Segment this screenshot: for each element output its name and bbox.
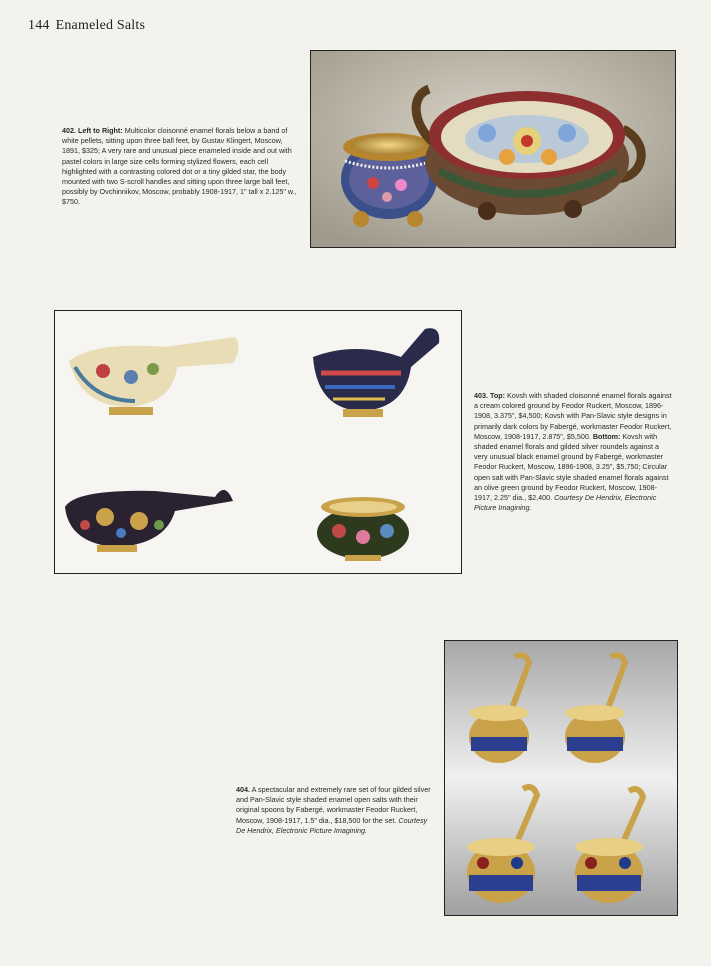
photo-403-image (55, 311, 461, 573)
caption-403-credit: Courtesy De Hendrix, Electronic Picture Imagining. (474, 493, 657, 513)
caption-403-text: Kovsh with shaded cloisonné enamel florals against a cream colored ground by Feodor Ruckert, Moscow, 1896-1908, 3.375", $4,500; Kovsh with Pan-Slavic style designs in primarily dark colors by Fabergé, workmaster Feodor Ruckert, Moscow, 1908-1917, 2.875", $5,500. (474, 391, 672, 441)
caption-404 (236, 785, 436, 836)
caption-402-text: Multicolor cloisonné enamel florals below a band of white pellets, sitting upon three ball feet, by Gustav Klingert, Moscow, 1891, $325; A very rare and unusual piece enameled inside and out with pastel colors in large size cells forming stylized flowers, each cell highlighted with a contrasting colored dot or a tiny gilded star, the body mounted with two S-scroll handles and sitting upon three large ball feet, possibly by Ovchinnikov, Moscow, probably 1908-1917, 1" tall x 2.125" w., $750. (62, 126, 297, 207)
circular-open-salt-olive (317, 497, 409, 561)
page-header (28, 18, 145, 34)
caption-403-lead: 403. Top: (474, 391, 506, 400)
photo-402-image (311, 51, 675, 247)
caption-403-text-bottom: Kovsh with shaded enamel florals and gilded silver roundels against a very unusual black enamel ground by Fabergé, workmaster Feodor Ruckert, Moscow, 1896-1908, 3.25", $5,750; Circular open salt with Pan-Slavic style shaded enamel florals against an olive green ground by Feodor Ruckert, Moscow, 1908-1917, 2.25" dia., $2,400. (474, 431, 669, 503)
photo-404-image (445, 641, 677, 915)
caption-402-lead: 402. Left to Right: (62, 126, 123, 135)
caption-404-credit: Courtesy De Hendrix, Electronic Picture Imagining. (236, 815, 428, 835)
photo-403 (54, 310, 462, 574)
section-title: Enameled Salts (55, 18, 146, 33)
caption-404-lead: 404. (236, 785, 250, 794)
caption-404-text: A spectacular and extremely rare set of four gilded silver and Pan-Slavic style shaded enamel open salts with their original spoons by Fabergé, workmaster Feodor Ruckert, Moscow, 1908-1917, 1.5" dia., $18,500 for the set. (236, 785, 431, 825)
caption-403-lead-bottom: Bottom: (592, 431, 621, 441)
caption-402 (62, 126, 302, 208)
photo-404 (444, 640, 678, 916)
page-number: 144 (28, 18, 50, 33)
caption-403 (474, 391, 674, 513)
photo-402 (310, 50, 676, 248)
